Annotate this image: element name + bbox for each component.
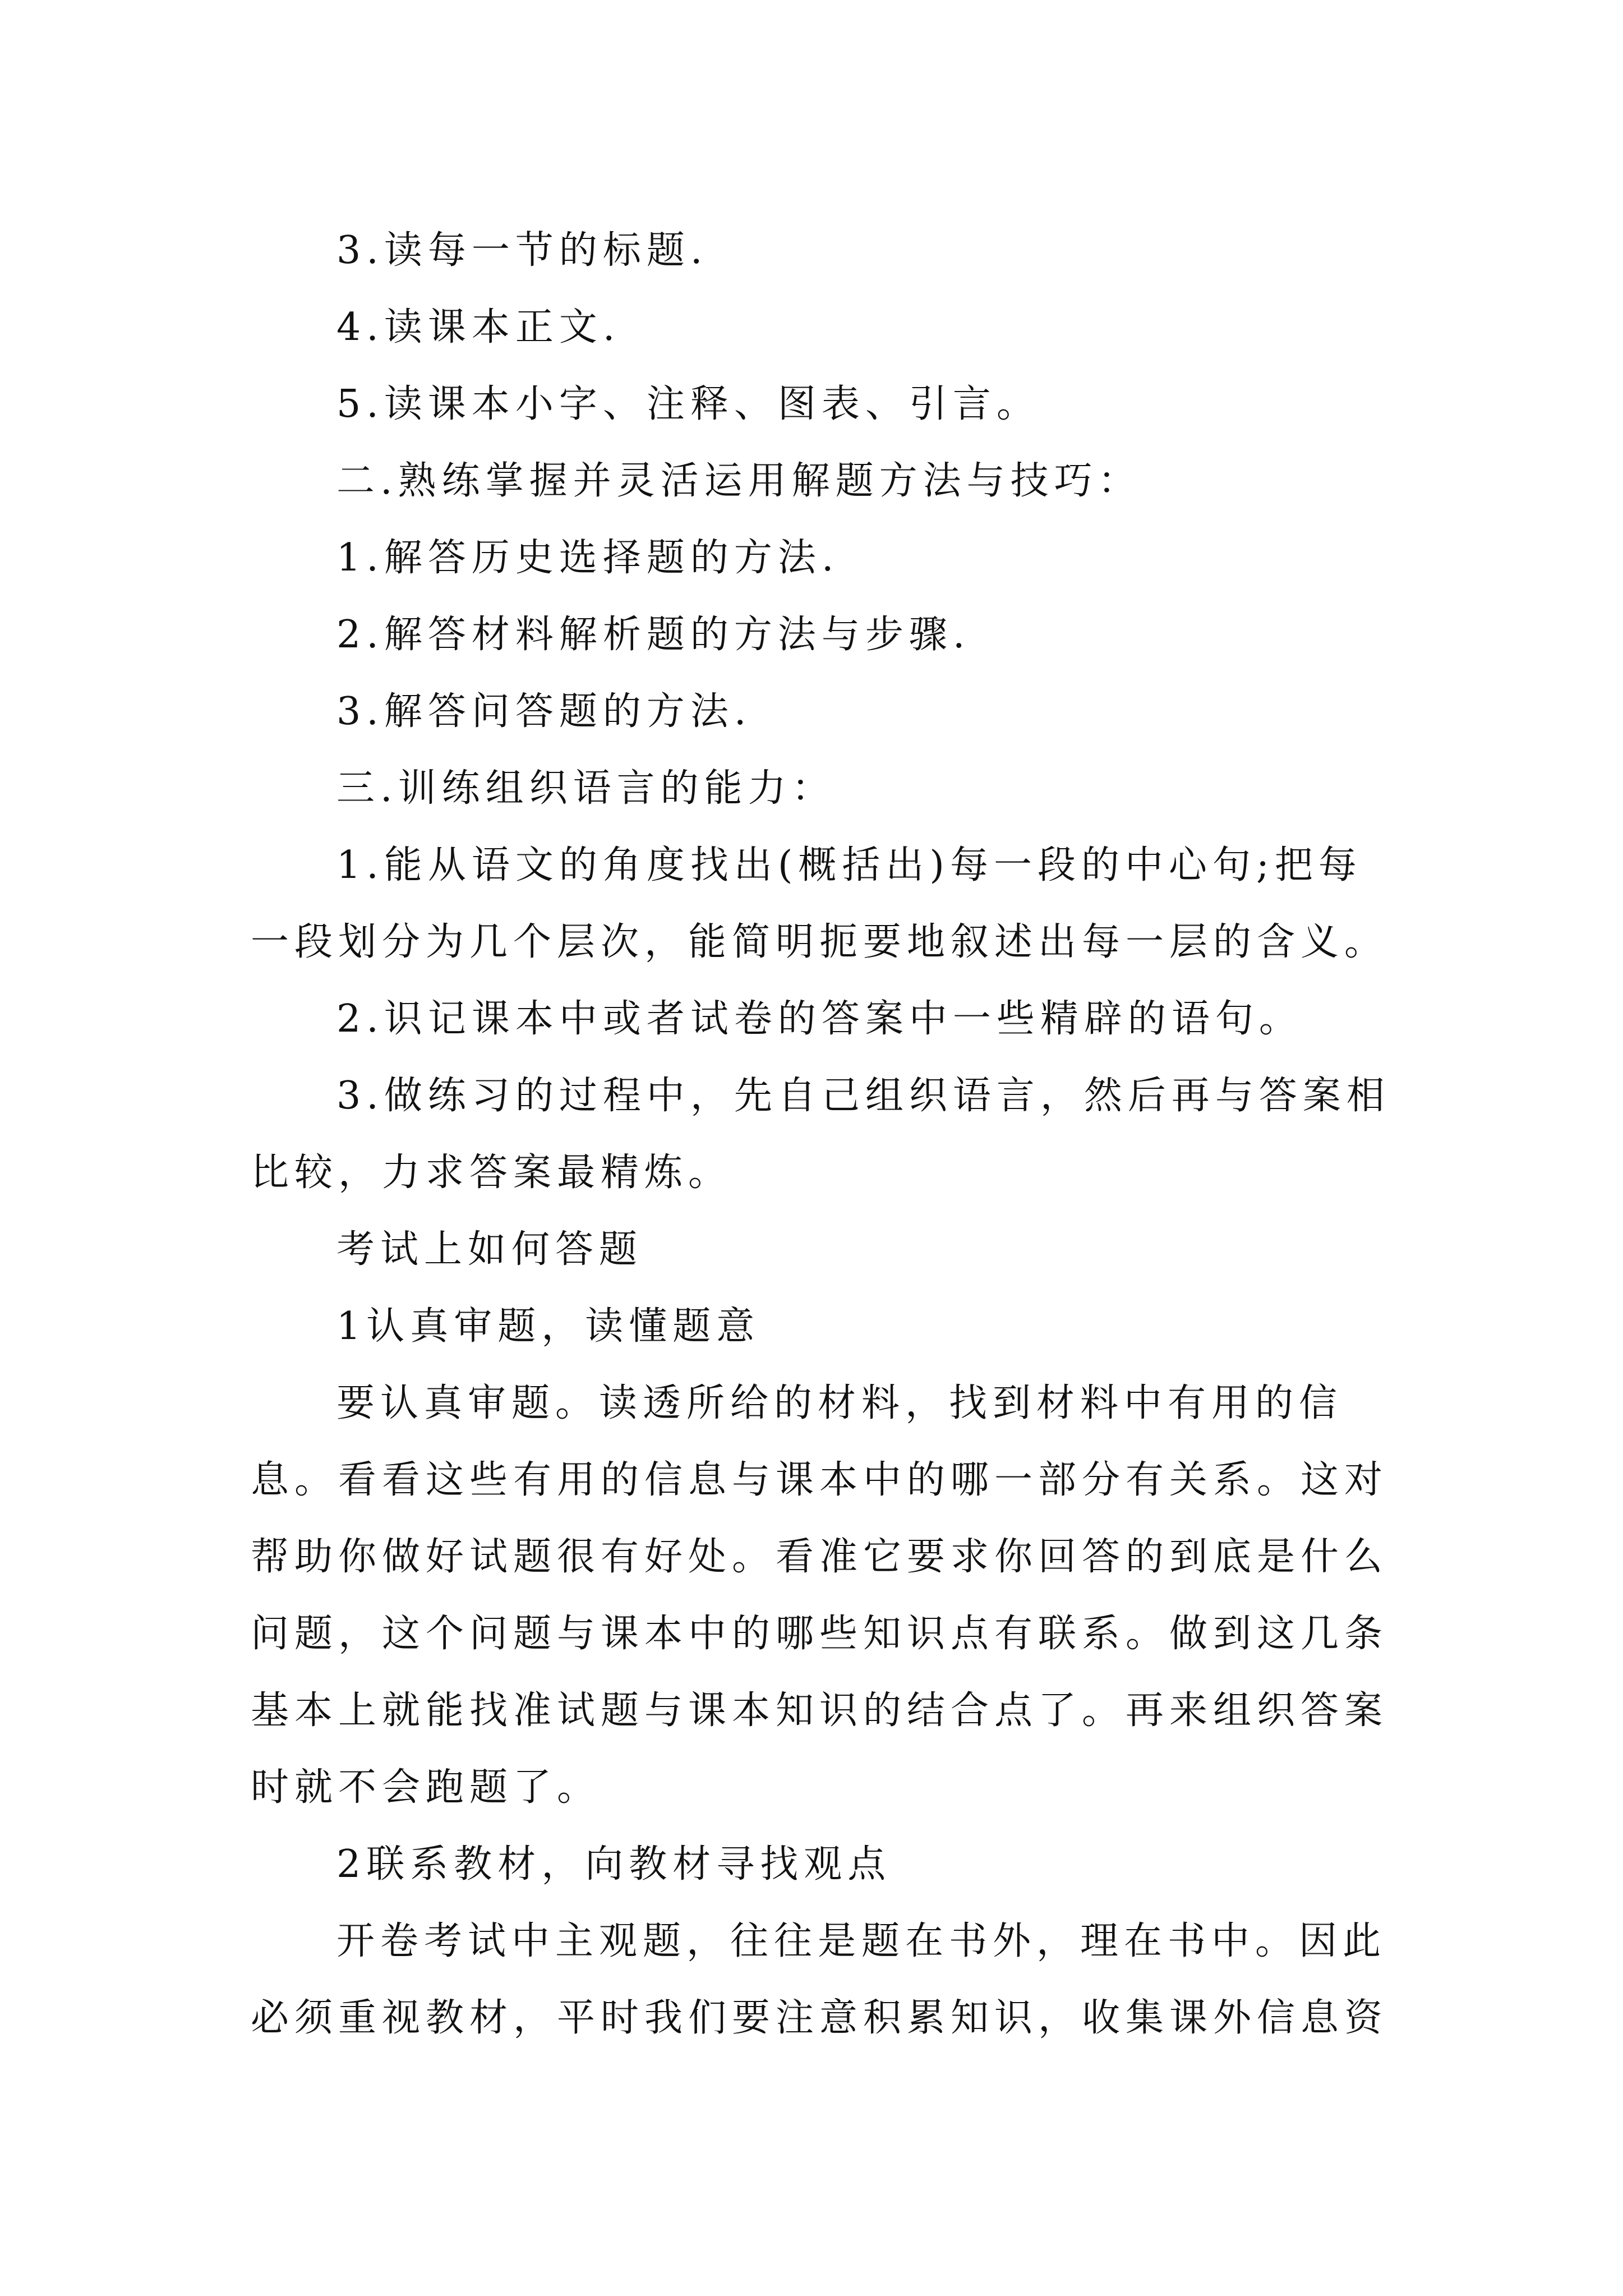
section-heading-language: 三.训练组织语言的能力： [336,766,836,811]
section-heading-exam: 考试上如何答题 [336,1227,643,1272]
list-item-multiple-choice: 1.解答历史选择题的方法. [336,536,840,580]
list-item-qa: 3.解答问答题的方法. [336,689,752,734]
paragraph-textbook: 开卷考试中主观题，往往是题在书外，理在书中。因此必须重视教材，平时我们要注意积累知识，收集课外信息资 [251,1919,1389,2040]
list-item-practice: 3.做练习的过程中，先自己组织语言，然后再与答案相比较，力求答案最精炼。 [251,1074,1390,1195]
list-item-central-sentence: 1.能从语文的角度找出(概括出)每一段的中心句;把每一段划分为几个层次，能简明扼要地叙述出每一层的含义。 [251,843,1389,964]
list-item-read-section-titles: 3.读每一节的标题. [336,228,708,273]
list-item-read-main-text: 4.读课本正文. [336,305,621,349]
list-item-read-small-print: 5.读课本小字、注释、图表、引言。 [336,382,1040,426]
subheading-textbook: 2联系教材，向教材寻找观点 [336,1842,892,1887]
list-item-material-analysis: 2.解答材料解析题的方法与步骤. [336,613,971,657]
list-item-memorize: 2.识记课本中或者试卷的答案中一些精辟的语句。 [336,997,1303,1041]
body-text [251,212,1392,2056]
section-heading-methods: 二.熟练掌握并灵活运用解题方法与技巧： [336,459,1142,503]
paragraph-read-question: 要认真审题。读透所给的材料，找到材料中有用的信息。看看这些有用的信息与课本中的哪一部分有关系。这对帮助你做好试题很有好处。看准它要求你回答的到底是什么问题，这个问题与课本中的哪些知识点有联系。做到这几条基本上就能找准试题与课本知识的结合点了。再来组织答案时就不会跑题了。 [251,1381,1389,1810]
subheading-read-question: 1认真审题，读懂题意 [336,1304,760,1349]
